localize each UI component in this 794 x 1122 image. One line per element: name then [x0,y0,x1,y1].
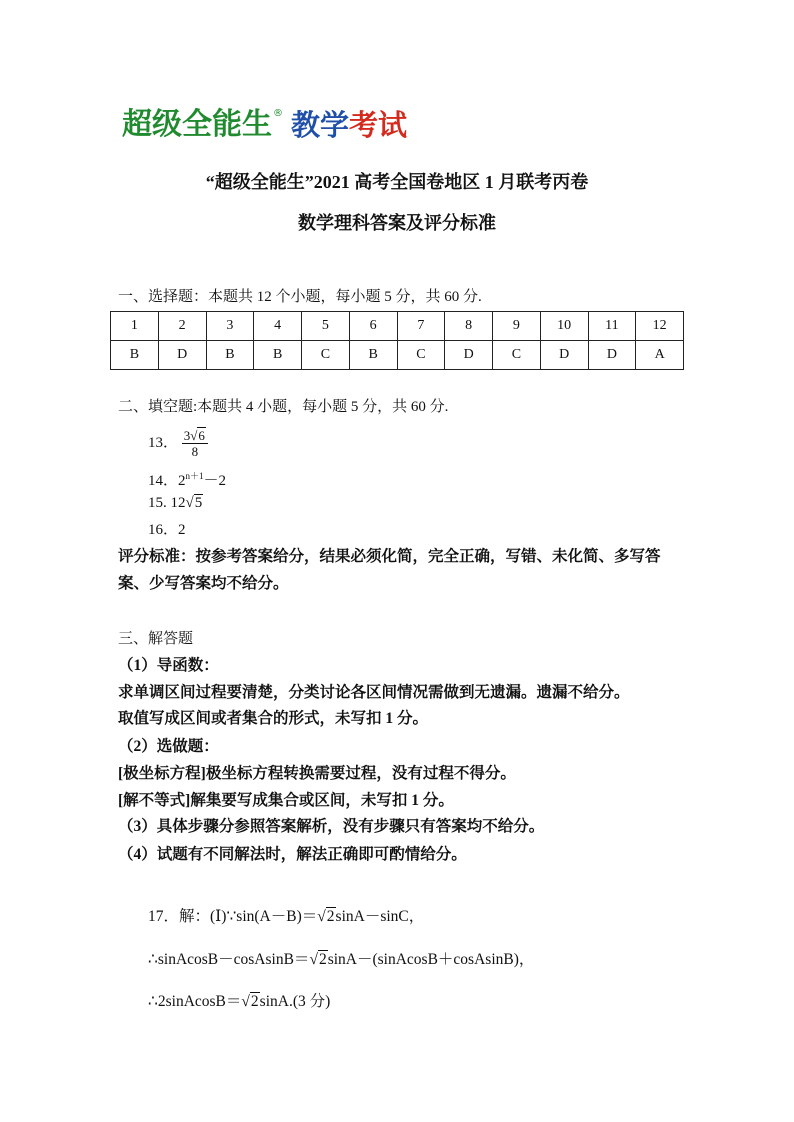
q17-line-1 [148,906,424,928]
section3-heading: 三、解答题 [118,631,194,647]
table-cell: 6 [349,312,397,341]
radicand: 2 [318,951,327,968]
answer-14-label: 14． [148,473,179,489]
logo-word-2: 考试 [349,108,408,142]
table-cell: 8 [445,312,493,341]
criteria-item: [极坐标方程]极坐标方程转换需要过程，没有过程不得分。 [118,765,516,782]
logo [122,106,407,146]
table-cell: 2 [158,312,206,341]
table-cell: C [397,341,445,370]
fraction-denominator: 8 [191,444,199,459]
table-cell: 7 [397,312,445,341]
table-cell: D [540,341,588,370]
table-cell: 1 [111,312,159,341]
q17-text: sinA.(3 分) [259,993,331,1010]
answer-13-label: 13． [148,434,179,451]
sqrt: √2 [309,951,327,968]
criteria-item: （1）导函数： [118,657,219,674]
page-title: “超级全能生”2021 高考全国卷地区 1 月联考丙卷 [205,172,589,192]
fraction [182,428,208,459]
table-cell: 10 [540,312,588,341]
table-cell: 5 [302,312,350,341]
table-cell: A [636,341,684,370]
page-subtitle: 数学理科答案及评分标准 [298,213,496,233]
table-cell: D [445,341,493,370]
logo-brand: 超级全能生 [122,107,272,142]
sqrt: √2 [241,993,259,1010]
radicand: 2 [250,993,259,1010]
table-cell: D [588,341,636,370]
criteria-item: （4）试题有不同解法时，解法正确即可酌情给分。 [118,846,467,863]
q17-text: ∴2sinAcosB＝ [148,993,242,1010]
q17-text: sinA－(sinAcosB＋cosAsinB)， [327,951,535,968]
section2-heading: 二、填空题:本题共 4 小题，每小题 5 分，共 60 分. [118,399,449,415]
q17-text: sinA－sinC， [335,908,425,925]
criteria-item: 求单调区间过程要清楚，分类讨论各区间情况需做到无遗漏。遗漏不给分。 [118,684,630,701]
exponent: n＋1 [185,471,204,481]
q17-line-3 [148,991,330,1013]
criteria-line-1: 评分标准：按参考答案给分，结果必须化简，完全正确，写错、未化简、多写答 [118,548,661,565]
radicand: 6 [198,428,205,443]
criteria-line-2: 案、少写答案均不给分。 [118,575,289,592]
sqrt: √2 [317,908,335,925]
coef: 12 [170,495,186,511]
criteria-item: （3）具体步骤分参照答案解析，没有步骤只有答案均不给分。 [118,818,545,835]
section1-heading: 一、选择题：本题共 12 个小题，每小题 5 分，共 60 分. [118,289,482,305]
table-cell: B [254,341,302,370]
answer-15 [148,492,203,514]
q17-text: 17．解：(Ⅰ)∵sin(A－B)＝ [148,908,318,925]
table-cell: B [206,341,254,370]
answer-15-label: 15. [148,495,167,511]
table-row-numbers [111,312,684,341]
criteria-item: 取值写成区间或者集合的形式，未写扣 1 分。 [118,710,429,727]
table-cell: B [111,341,159,370]
sqrt: √6 [190,428,205,443]
table-cell: 12 [636,312,684,341]
fraction-numerator [182,428,208,444]
table-cell: 3 [206,312,254,341]
logo-registered-mark: ® [273,108,283,119]
table-cell: 4 [254,312,302,341]
q17-line-2 [148,949,534,971]
logo-word-1: 教学 [291,108,350,142]
criteria-item: （2）选做题： [118,738,219,755]
base: 2 [178,473,186,489]
radicand: 2 [326,908,335,925]
answer-table [110,311,684,370]
table-cell: C [302,341,350,370]
table-row-answers [111,341,684,370]
table-cell: C [493,341,541,370]
table-cell: B [349,341,397,370]
answer-16: 16．2 [148,522,186,538]
table-cell: 11 [588,312,636,341]
table-cell: 9 [493,312,541,341]
answer-13 [148,428,208,459]
rest: －2 [203,473,227,489]
coef: 3 [183,428,191,443]
criteria-item: [解不等式]解集要写成集合或区间，未写扣 1 分。 [118,792,454,809]
q17-text: ∴sinAcosB－cosAsinB＝ [148,951,310,968]
answer-14 [148,465,226,492]
radicand: 5 [194,495,203,511]
sqrt: √5 [185,495,203,511]
table-cell: D [158,341,206,370]
